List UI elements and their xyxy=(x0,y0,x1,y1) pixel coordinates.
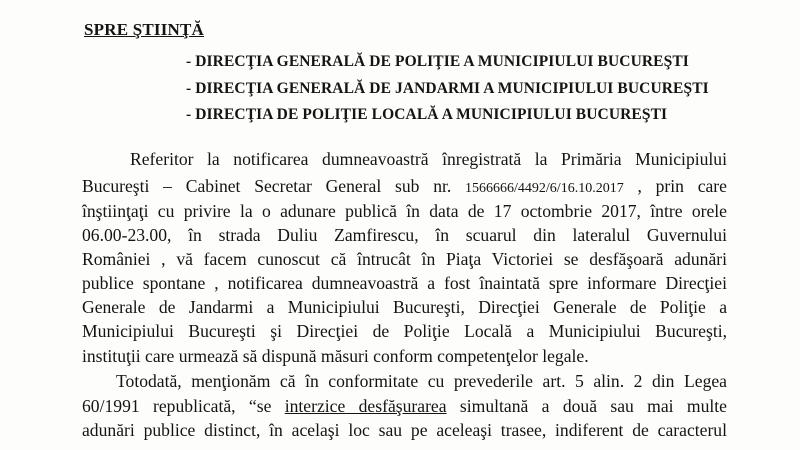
paragraph-text: simultană a două sau mai multe xyxy=(446,396,727,416)
page-title: SPRE ŞTIINŢĂ xyxy=(84,20,205,39)
paragraph-line: înştiinţaţi cu privire la o adunare publică în data de 17 octombrie 2017, între orele xyxy=(82,201,727,221)
paragraph-line: 06.00-23.00, în strada Duliu Zamfirescu, în scuarul din lateralul Guvernului xyxy=(82,225,727,245)
underlined-text: interzice desfăşurarea xyxy=(284,396,447,416)
registration-number: 1566666/4492/6/16.10.2017 xyxy=(465,181,624,196)
paragraph-line xyxy=(82,175,727,200)
paragraph-line: Referitor la notificarea dumneavoastră înregistrată la Primăria Municipiului xyxy=(130,149,727,169)
paragraph-line: adunări publice distinct, în acelaşi loc sau pe aceleaşi trasee, indiferent de caracterul xyxy=(82,420,727,440)
recipient-line: - DIRECŢIA GENERALĂ DE JANDARMI A MUNICIPIULUI BUCUREŞTI xyxy=(186,80,709,97)
recipient-line: - DIRECŢIA GENERALĂ DE POLIŢIE A MUNICIPIULUI BUCUREŞTI xyxy=(186,53,689,70)
paragraph-line: instituţii care urmează să dispună măsuri conform competenţelor legale. xyxy=(82,346,589,366)
paragraph-line: publice spontane , notificarea dumneavoastră a fost înaintată spre informare Direcţiei xyxy=(82,273,727,293)
paragraph-text: , prin care xyxy=(623,176,727,196)
paragraph-line: Municipiului Bucureşti şi Direcţiei de Poliţie Locală a Municipiului Bucureşti, xyxy=(82,321,727,341)
paragraph-text: 60/1991 republicată, “se xyxy=(82,396,285,416)
paragraph-line: României , vă facem cunoscut că întrucât în Piaţa Victoriei se desfăşoară adunări xyxy=(82,249,727,269)
recipient-line: - DIRECŢIA DE POLIŢIE LOCALĂ A MUNICIPIULUI BUCUREŞTI xyxy=(186,106,668,123)
paragraph-line xyxy=(82,395,727,417)
paragraph-line: Totodată, menţionăm că în conformitate cu prevederile art. 5 alin. 2 din Legea xyxy=(116,371,727,391)
paragraph-line: Generale de Jandarmi a Municipiului Bucureşti, Direcţiei Generale de Poliţie a xyxy=(82,297,727,317)
paragraph-text: Bucureşti – Cabinet Secretar General sub nr. xyxy=(82,176,466,196)
